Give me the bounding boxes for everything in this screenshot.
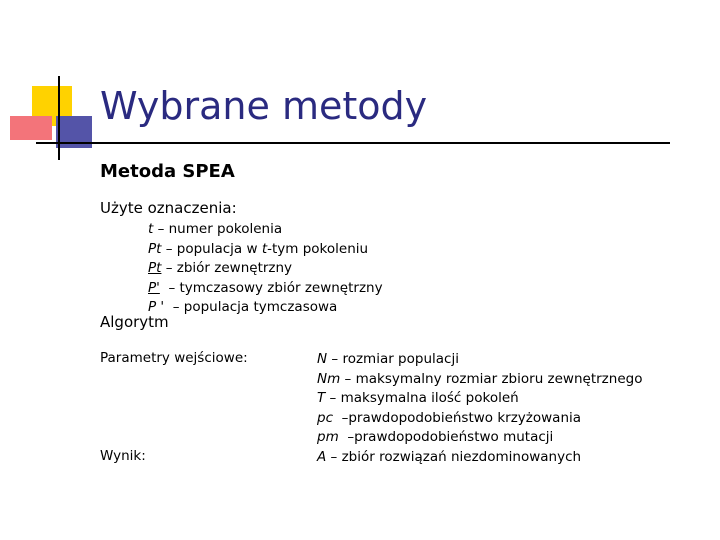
parameter-desc: – zbiór rozwiązań niezdominowanych [326, 448, 582, 465]
notation-desc: – zbiór zewnętrzny [161, 260, 293, 276]
notation-desc: – populacja w [161, 240, 262, 257]
notation-item [148, 220, 383, 240]
parameter-symbol: Nm [317, 370, 341, 387]
parameter-desc: –prawdopodobieństwo mutacji [338, 429, 554, 445]
notation-symbol: t [261, 240, 268, 257]
parameter-desc: – rozmiar populacji [327, 351, 459, 367]
parameters-list [317, 350, 642, 467]
parameter-symbol: T [317, 390, 326, 406]
input-parameters-label: Parametry wejściowe: [100, 350, 248, 366]
parameter-item [317, 370, 642, 390]
parameter-symbol: A [317, 448, 327, 465]
parameter-item [317, 448, 642, 468]
page-title: Wybrane metody [100, 84, 428, 128]
notation-desc: -tym pokoleniu [267, 240, 369, 257]
decor-vertical-line [58, 76, 60, 160]
notation-symbol: Pt [148, 240, 162, 257]
notation-item [148, 298, 383, 318]
parameter-symbol: pc [317, 409, 333, 426]
notation-desc: – tymczasowy zbiór zewnętrzny [159, 279, 383, 296]
notation-symbol: P' [148, 279, 160, 296]
notation-symbol: Pt [148, 260, 162, 276]
notation-desc: – populacja tymczasowa [164, 299, 338, 315]
notation-item [148, 279, 383, 299]
parameter-item [317, 428, 642, 448]
notation-symbol: P ' [148, 299, 165, 315]
algorithm-heading: Algorytm [100, 313, 169, 331]
subtitle: Metoda SPEA [100, 161, 235, 182]
parameter-desc: –prawdopodobieństwo krzyżowania [333, 409, 582, 426]
parameter-item [317, 350, 642, 370]
notation-symbol: t [148, 221, 154, 237]
notation-heading: Użyte oznaczenia: [100, 199, 237, 217]
title-underline [36, 142, 670, 144]
notation-item [148, 240, 383, 260]
parameter-item [317, 409, 642, 429]
parameter-desc: – maksymalny rozmiar zbioru zewnętrznego [340, 370, 643, 387]
notation-item [148, 259, 383, 279]
result-label: Wynik: [100, 448, 146, 464]
notation-desc: – numer pokolenia [153, 221, 283, 237]
parameter-symbol: N [317, 351, 328, 367]
notation-list [148, 220, 383, 318]
parameter-symbol: pm [317, 429, 339, 445]
decor-red-square [10, 116, 52, 140]
parameter-desc: – maksymalna ilość pokoleń [325, 390, 519, 406]
parameter-item [317, 389, 642, 409]
